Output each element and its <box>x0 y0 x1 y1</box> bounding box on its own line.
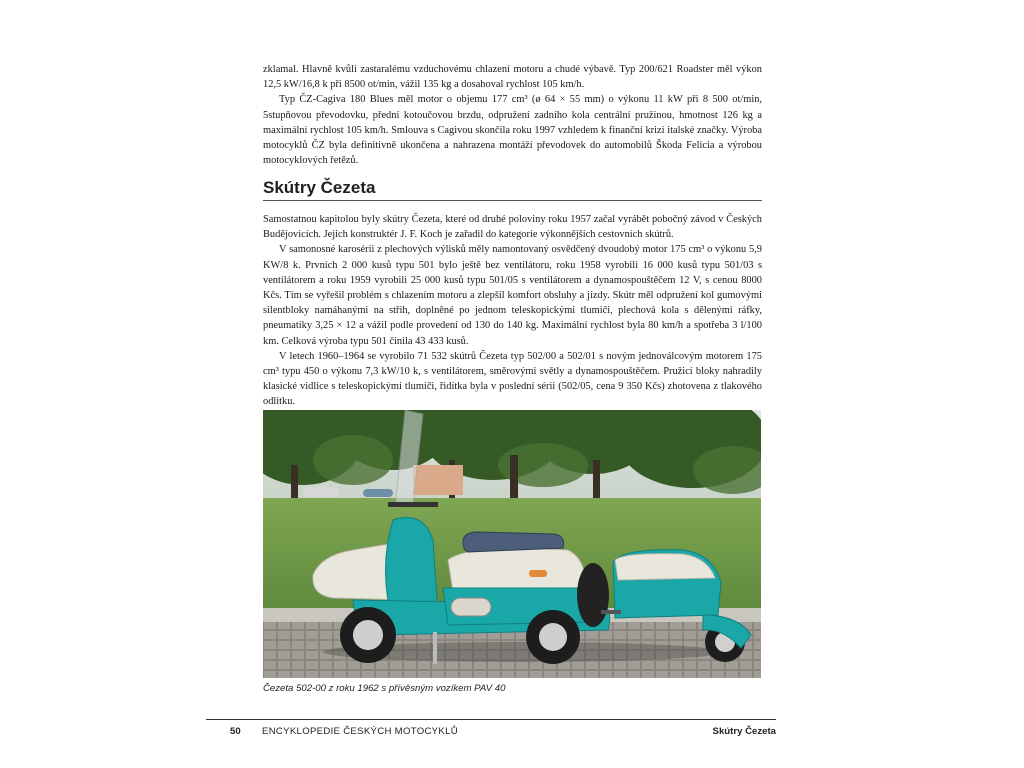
photo-caption: Čezeta 502-00 z roku 1962 s přívěsným vozíkem PAV 40 <box>263 683 506 694</box>
scooter-photo <box>263 410 761 678</box>
page-footer <box>206 726 776 740</box>
footer-divider <box>206 719 776 720</box>
section-paragraph-1: Samostatnou kapitolou byly skútry Čezeta, které od druhé poloviny roku 1957 začal vyrábět pobočný závod v Českých Budějovicích. Jejich konstruktér J. F. Koch je zařadil do kategorie výkonnějších cestovních skútrů. <box>263 214 762 241</box>
section-heading: Skútry Čezeta <box>263 178 762 201</box>
intro-paragraph-2: Typ ČZ-Cagiva 180 Blues měl motor o objemu 177 cm³ (ø 64 × 55 mm) o výkonu 11 kW při 8 500 ot/min, 5stupňovou převodovku, přední kotoučovou brzdu, odpružení zadního kola centrální pružinou, hmotnost 126 kg a maximální rychlost 105 km/h. Smlouva s Cagivou skončila roku 1997 vzhledem k finanční krizi italské značky. Výroba motocyklů ČZ byla definitivně ukončena a nahrazena montáží převodovek do automobilů Škoda Felicia a výrobou motocyklových řetězů. <box>263 94 762 167</box>
intro-paragraph-1: zklamal. Hlavně kvůli zastaralému vzduchovému chlazení motoru a chudé výbavě. Typ 200/621 Roadster měl výkon 12,5 kW/16,8 k při 8500 ot/min, vážil 135 kg a dosahoval rychlost 105 km/h. <box>263 64 762 91</box>
intro-text-block <box>263 62 762 168</box>
scooter-photo-illustration <box>263 410 761 678</box>
section-text-block <box>263 212 762 410</box>
chapter-title: Skútry Čezeta <box>712 726 776 737</box>
section-paragraph-2: V samonosné karosérii z plechových výlisků měly namontovaný osvědčený dvoudobý motor 175 cm³ o výkonu 5,9 KW/8 k. Prvních 2 000 kusů typu 501 bylo ještě bez ventilátoru, roku 1958 vyrobili 16 000 kusů typu 501/03 s ventilátorem a roku 1959 vyrobili 25 000 kusů typu 501/05 s ventilátorem a dynamospouštěčem 12 V, s cenou 8000 Kčs. Tím se vyřešil problém s chlazením motoru a zlepšil komfort obsluhy a jízdy. Skútr měl odpružení kol gumovými silentbloky namáhanými na střih, doplněné po jednom teleskopickými tlumiči, plechová kola s dělenými ráfky, pneumatiky 3,25 × 12 a vážil podle provedení od 130 do 140 kg. Maximální rychlost byla 80 km/h a spotřeba 3 l/100 km. Celková výroba typu 501 činila 43 433 kusů. <box>263 244 762 347</box>
page-number: 50 <box>230 726 241 737</box>
section-paragraph-3: V letech 1960–1964 se vyrobilo 71 532 skútrů Čezeta typ 502/00 a 502/01 s novým jednoválcovým motorem 175 cm³ typu 450 o výkonu 7,3 kW/10 k, s ventilátorem, směrovými světly a dynamospouštěčem. Pružicí bloky nahradily klasické vidlice s teleskopickými tlumiči, řidítka byla v poslední sérii (502/05, cena 9 350 Kčs) zhotovena z tlakového odlitku. <box>263 350 762 408</box>
book-title: ENCYKLOPEDIE ČESKÝCH MOTOCYKLŮ <box>262 726 458 737</box>
